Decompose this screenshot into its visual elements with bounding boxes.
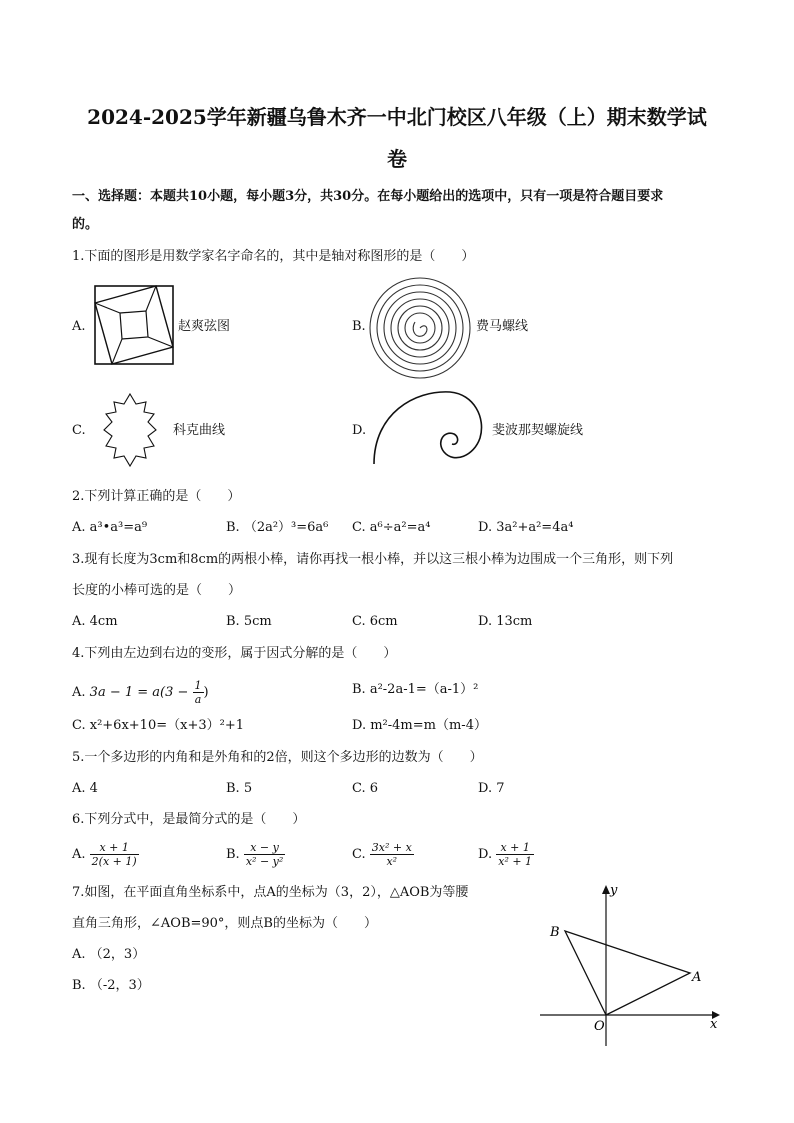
q3-option-d: D. 13cm	[478, 614, 533, 629]
fermat-spiral-figure	[366, 274, 474, 382]
label-a: A	[692, 970, 702, 985]
koch-snowflake-figure	[88, 392, 172, 468]
q6-option-b	[226, 840, 285, 870]
q1-option-c-name: 科克曲线	[173, 423, 226, 438]
q6-b-letter: B.	[226, 847, 240, 862]
q1-option-b-letter: B.	[352, 319, 366, 334]
q6-d-denominator: x² + 1	[498, 855, 533, 868]
q4-option-b: B. a²-2a-1=（a-1）²	[352, 682, 479, 697]
q6-a-denominator: 2(x + 1)	[91, 855, 137, 868]
question-3-stem-cont: 长度的小棒可选的是（ ）	[72, 583, 242, 598]
q1-option-a-letter: A.	[72, 319, 86, 334]
question-2-stem: 2.下列计算正确的是（ ）	[72, 489, 241, 504]
page-title-line1: 2024-2025学年新疆乌鲁木齐一中北门校区八年级（上）期末数学试	[87, 105, 707, 129]
fibonacci-spiral-figure	[370, 384, 488, 468]
q4-option-a	[72, 679, 209, 706]
q6-d-fraction	[496, 841, 534, 868]
q6-c-fraction	[370, 841, 414, 868]
coordinate-figure	[536, 880, 726, 1052]
q4-a-denominator: a	[194, 693, 202, 706]
label-b: B	[550, 925, 560, 940]
q6-a-numerator: x + 1	[90, 841, 139, 855]
label-o: O	[594, 1019, 605, 1034]
q6-option-c	[352, 840, 414, 870]
section-heading-cont: 的。	[72, 217, 99, 232]
q2-option-b: B. （2a²）³=6a⁶	[226, 520, 329, 535]
q7-option-a: A. （2，3）	[72, 947, 146, 962]
q5-option-c: C. 6	[352, 781, 379, 796]
question-7-stem-cont: 直角三角形，∠AOB=90°，则点B的坐标为（ ）	[72, 916, 377, 931]
q6-a-fraction	[90, 841, 139, 868]
label-x: x	[710, 1017, 718, 1032]
page-title-line2: 卷	[387, 147, 407, 171]
q6-c-letter: C.	[352, 847, 366, 862]
q4-option-c: C. x²+6x+10=（x+3）²+1	[72, 718, 244, 733]
q4-a-letter: A.	[72, 685, 86, 700]
q6-d-numerator: x + 1	[496, 841, 534, 855]
q6-d-letter: D.	[478, 847, 493, 862]
q4-a-fraction	[193, 679, 204, 706]
q6-option-a	[72, 840, 139, 870]
q4-a-numerator: 1	[194, 679, 202, 692]
question-6-stem: 6.下列分式中，是最简分式的是（ ）	[72, 812, 306, 827]
q5-option-b: B. 5	[226, 781, 253, 796]
section-heading: 一、选择题：本题共10小题，每小题3分，共30分。在每小题给出的选项中，只有一项是符合题目要求	[72, 189, 664, 204]
question-3-stem: 3.现有长度为3cm和8cm的两根小棒，请你再找一根小棒，并以这三根小棒为边围成一个三角形，则下列	[72, 552, 674, 567]
q2-option-d: D. 3a²+a²=4a⁴	[478, 520, 574, 535]
q1-option-d-letter: D.	[352, 423, 367, 438]
q5-option-d: D. 7	[478, 781, 505, 796]
q4-a-expression: 3a − 1 = a(3 −	[89, 685, 189, 700]
q6-c-numerator: 3x² + x	[371, 841, 412, 854]
q2-option-a: A. a³•a³=a⁹	[72, 520, 148, 535]
q1-option-c-letter: C.	[72, 423, 86, 438]
question-4-stem: 4.下列由左边到右边的变形，属于因式分解的是（ ）	[72, 646, 397, 661]
q3-option-b: B. 5cm	[226, 614, 272, 629]
q5-option-a: A. 4	[72, 781, 98, 796]
question-5-stem: 5.一个多边形的内角和是外角和的2倍，则这个多边形的边数为（ ）	[72, 750, 483, 765]
q6-a-letter: A.	[72, 847, 86, 862]
q1-option-b-name: 费马螺线	[476, 319, 529, 334]
y-axis-arrow	[602, 885, 610, 894]
q6-b-fraction	[244, 841, 285, 868]
question-7-stem: 7.如图，在平面直角坐标系中，点A的坐标为（3，2），△AOB为等腰	[72, 885, 469, 900]
q6-c-denominator: x²	[386, 855, 398, 868]
q2-option-c: C. a⁶÷a²=a⁴	[352, 520, 431, 535]
q4-a-close-paren: )	[203, 685, 209, 700]
q3-option-a: A. 4cm	[72, 614, 118, 629]
question-1-stem: 1.下面的图形是用数学家名字命名的，其中是轴对称图形的是（ ）	[72, 249, 475, 264]
q6-b-numerator: x − y	[244, 841, 285, 855]
q1-option-a-name: 赵爽弦图	[178, 319, 231, 334]
q7-option-b: B. （-2，3）	[72, 978, 150, 993]
q6-option-d	[478, 840, 534, 870]
label-y: y	[610, 883, 618, 898]
q3-option-c: C. 6cm	[352, 614, 398, 629]
q6-b-denominator: x² − y²	[245, 855, 284, 868]
q4-option-d: D. m²-4m=m（m-4）	[352, 718, 487, 733]
triangle-aob	[565, 931, 690, 1015]
q1-option-d-name: 斐波那契螺旋线	[492, 423, 584, 438]
zhao-shuang-diagram-figure	[92, 283, 176, 367]
